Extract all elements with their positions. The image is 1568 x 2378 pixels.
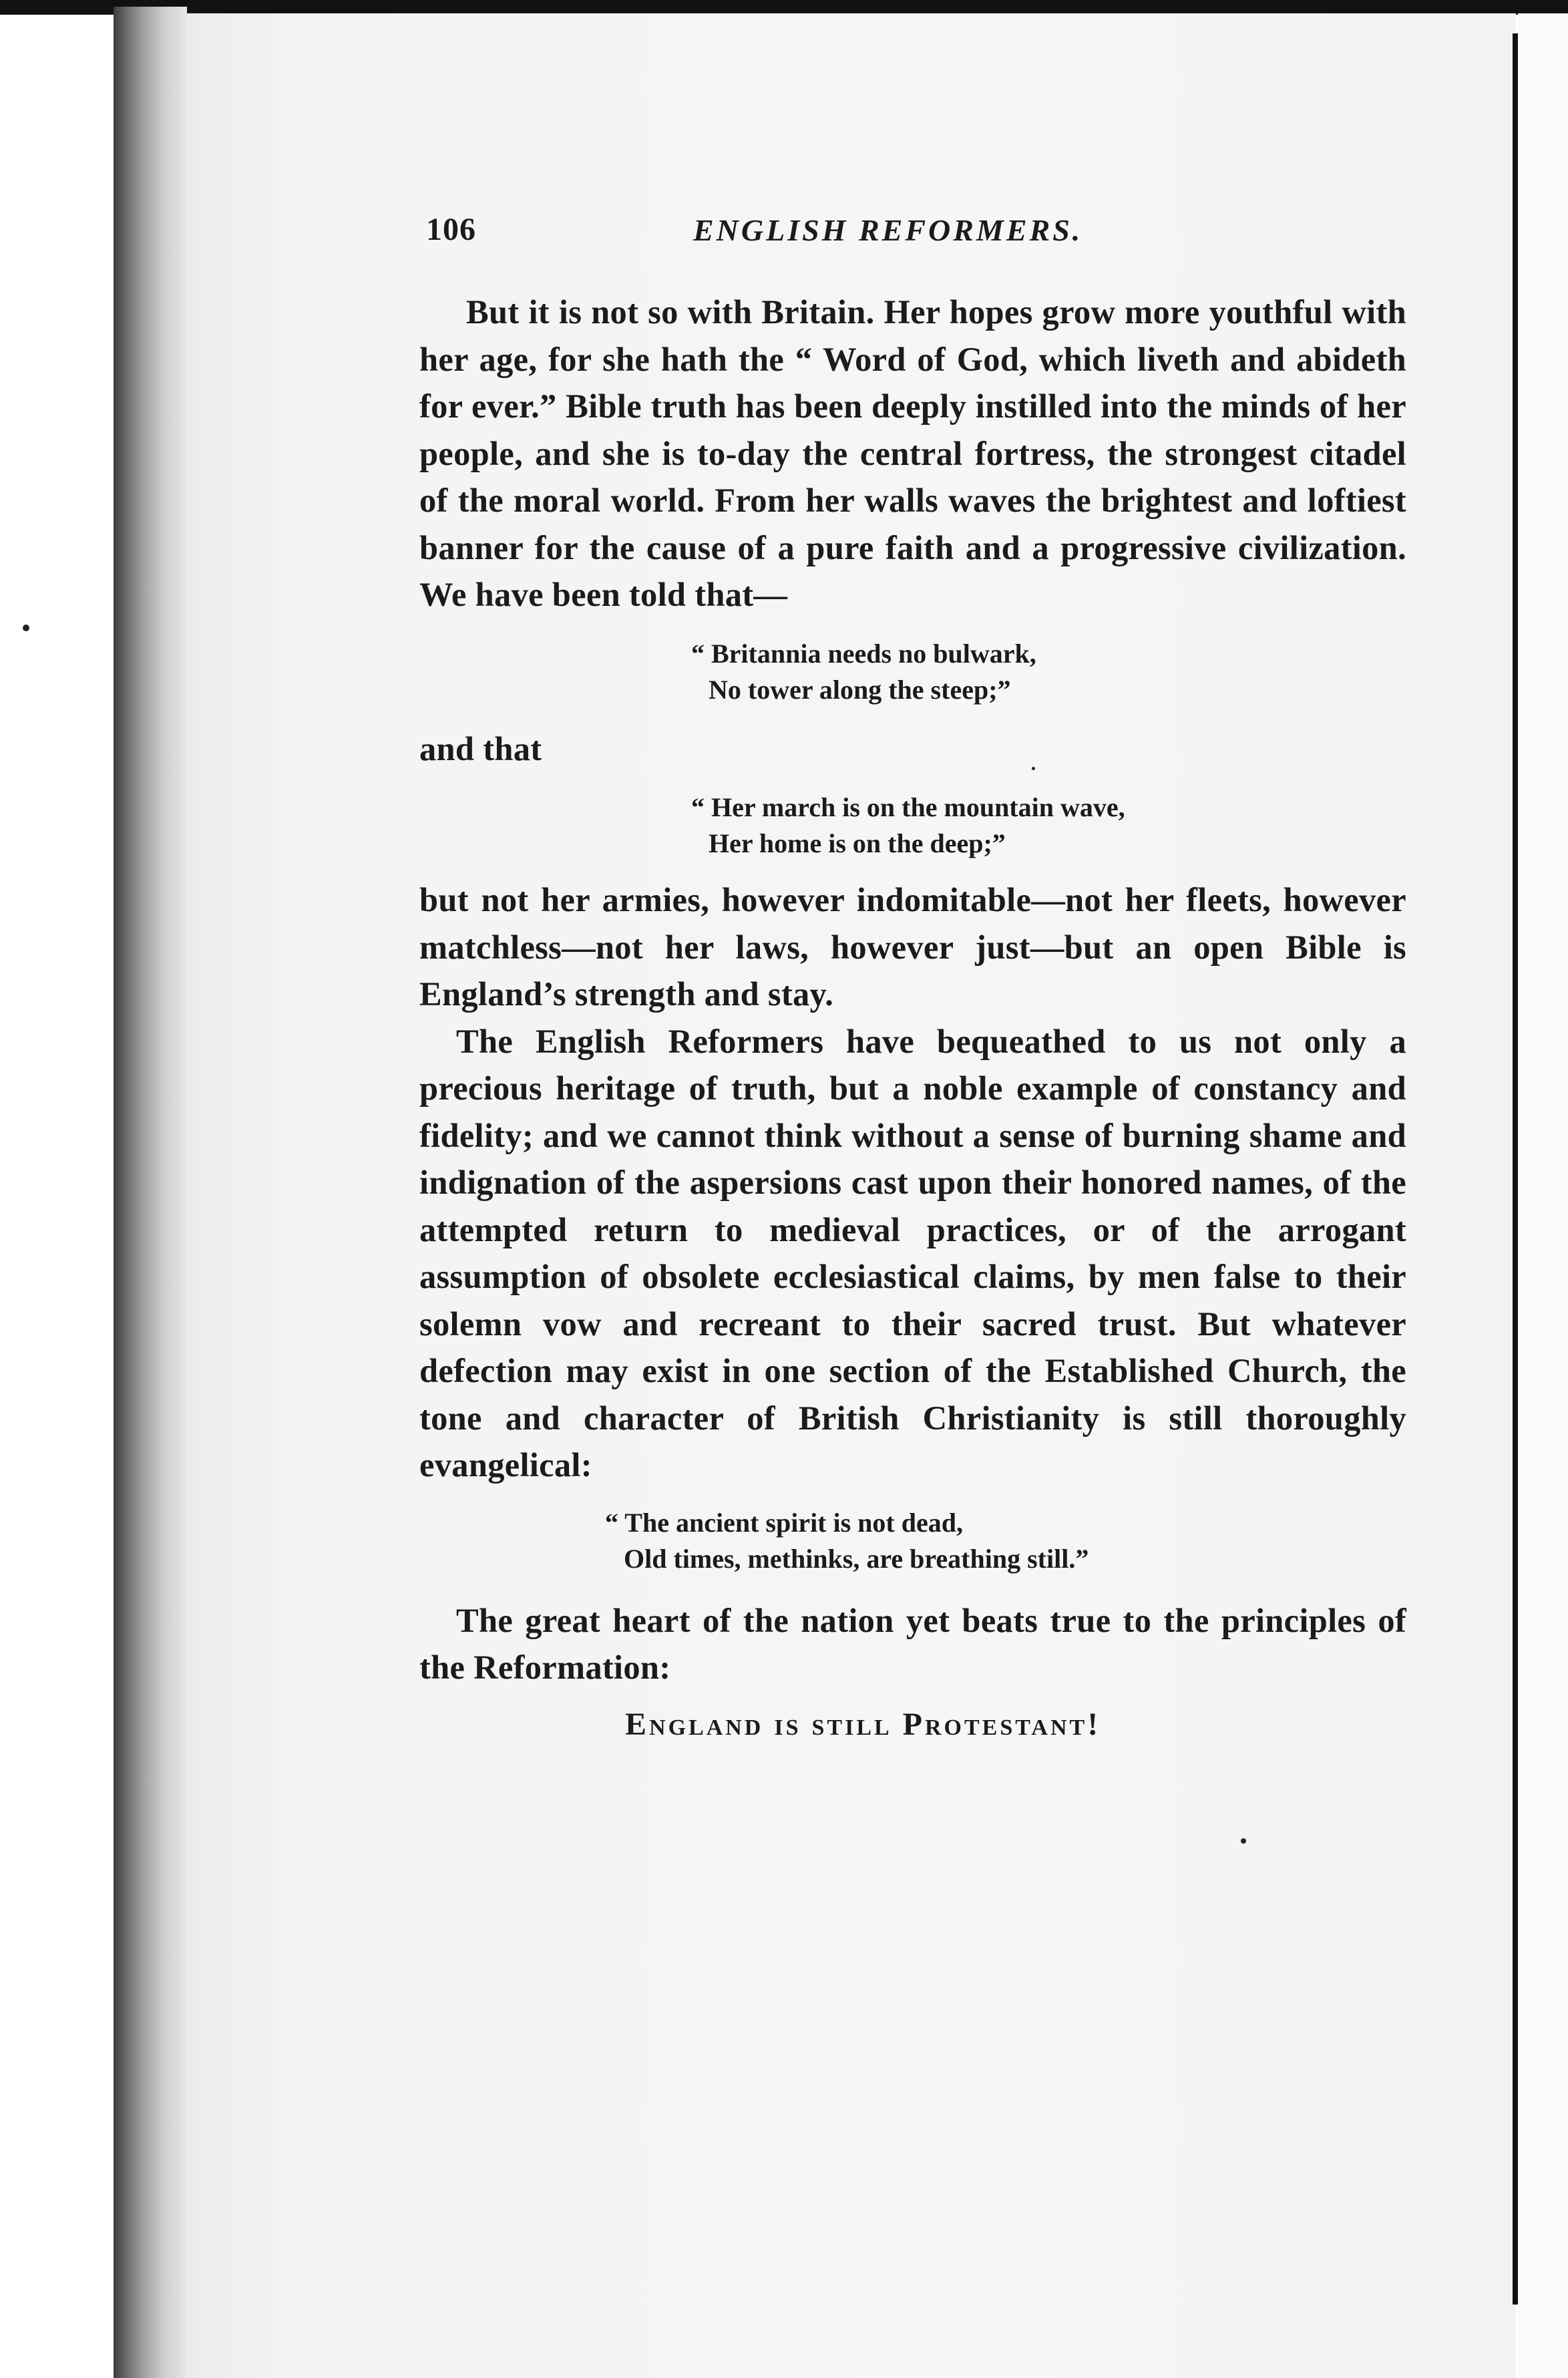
page-text [419, 207, 1406, 1743]
quote-her-march [691, 790, 1406, 862]
scan-speck [1241, 1838, 1246, 1844]
scan-speck [23, 625, 29, 631]
quote-line: “ The ancient spirit is not dead, [605, 1507, 963, 1538]
paragraph-great-heart: The great heart of the nation yet beats true to the principles of the Reformation: [419, 1601, 1406, 1686]
quote-line: “ Britannia needs no bulwark, [691, 638, 1036, 669]
page-edge-shadow [1513, 33, 1518, 2305]
page-number: 106 [426, 212, 476, 247]
closing-declaration: England is still Protestant! [625, 1706, 1101, 1742]
running-title: ENGLISH REFORMERS. [693, 213, 1083, 247]
quote-line: “ Her march is on the mountain wave, [691, 792, 1125, 822]
paragraph-english-reformers: The English Reformers have bequeathed to us not only a precious heritage of truth, but a noble example of constancy and fidelity; and we cannot think without a sense of burning shame and indignation of the aspersions cast upon their honored names, of the attempted return to medieval practices, or of the arrogant assumption of obsolete ecclesiastical claims, by men false to their solemn vow and recreant to their sacred trust. But whatever defection may exist in one section of the Established Church, the tone and character of British Christianity is still thoroughly evangelical: [419, 1022, 1406, 1484]
paragraph-britain: But it is not so with Britain. Her hopes grow more youthful with her age, for she hath the “ Word of God, which liveth and abideth for ever.” Bible truth has been deeply instilled into the minds of her people, and she is to-day the central fortress, the strongest citadel of the moral world. From her walls waves the brightest and loftiest banner for the cause of a pure faith and a progressive civilization. We have been told that— [419, 293, 1406, 613]
scan-top-border [0, 0, 1568, 15]
paragraph-open-bible: but not her armies, however indomitable—not her fleets, however matchless—not her laws, however just—but an open Bible is England’s strength and stay. [419, 881, 1406, 1013]
quote-line: Old times, methinks, are breathing still.” [624, 1543, 1089, 1574]
quote-britannia [691, 636, 1406, 708]
scan-right-margin [1518, 13, 1568, 2378]
running-head [419, 207, 1406, 261]
quote-line: No tower along the steep;” [709, 674, 1011, 705]
quote-line: Her home is on the deep;” [709, 828, 1006, 858]
paragraph-connector: and that [419, 729, 542, 768]
book-binding-edge [114, 7, 187, 2378]
quote-ancient-spirit [605, 1505, 1406, 1577]
